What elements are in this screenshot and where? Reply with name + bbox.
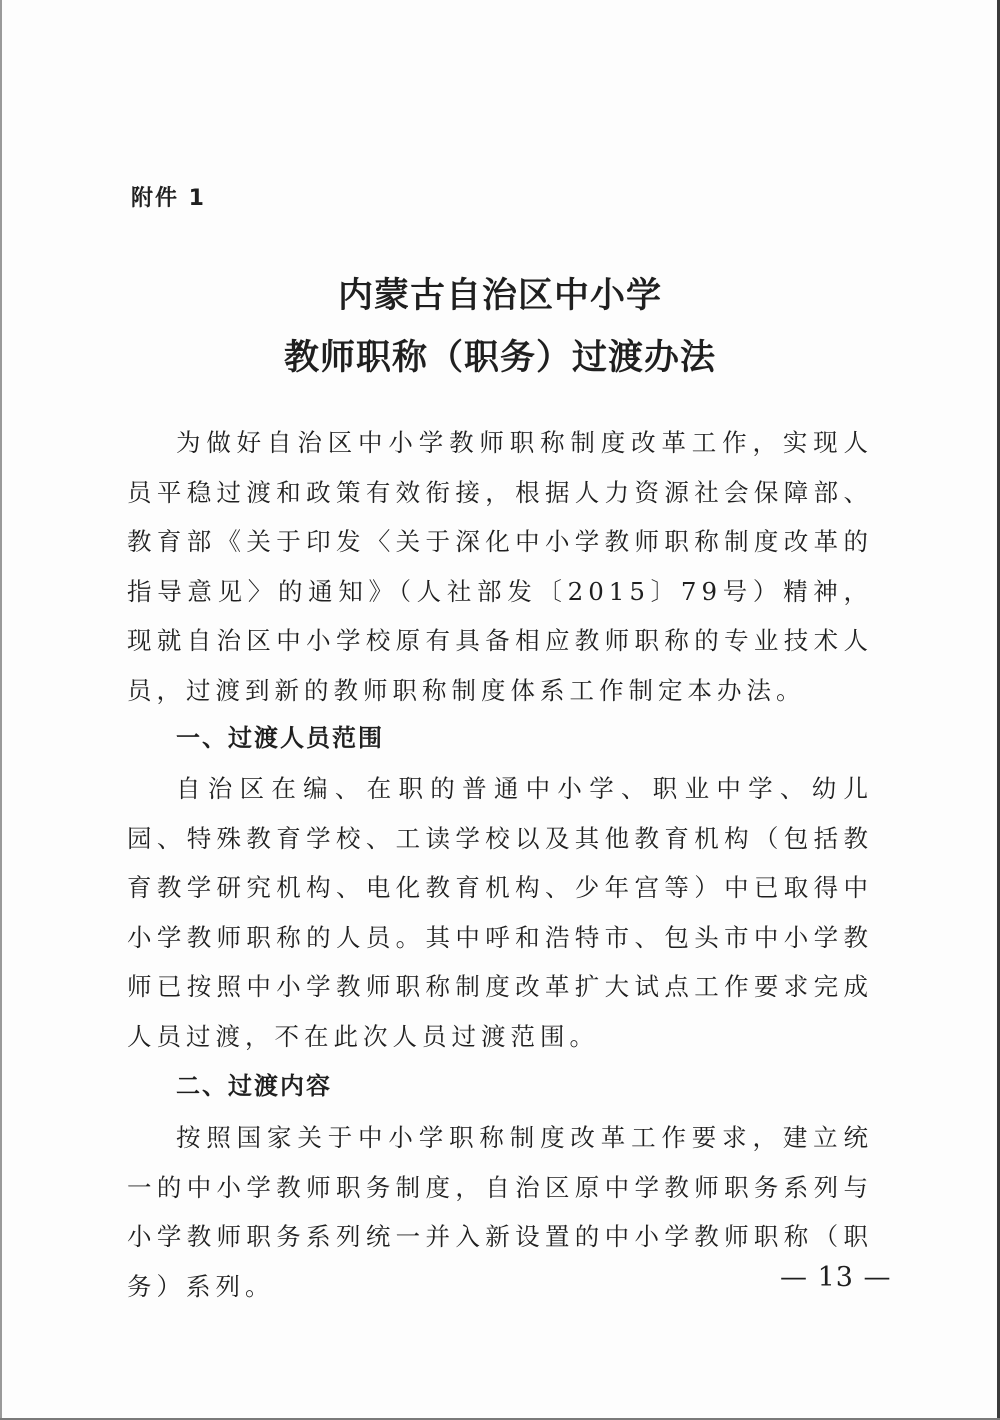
section-2-heading: 二、过渡内容 [176, 1072, 332, 1100]
section-1-heading: 一、过渡人员范围 [176, 724, 384, 752]
section-1-paragraph: 自治区在编、在职的普通中小学、职业中学、幼儿园、特殊教育学校、工读学校以及其他教育机构（包括教育教学研究机构、电化教育机构、少年宫等）中已取得中小学教师职称的人员。其中呼和浩特市、包头市中小学教师已按照中小学教师职称制度改革扩大试点工作要求完成人员过渡，不在此次人员过渡范围。 [127, 774, 873, 1051]
section-2-paragraph-block [127, 1113, 873, 1311]
document-title-line-2: 教师职称（职务）过渡办法 [283, 338, 716, 378]
scan-edge-left [0, 0, 2, 1420]
intro-paragraph-block [127, 418, 873, 715]
document-title-line-1: 内蒙古自治区中小学 [337, 276, 662, 316]
attachment-label: 附件 1 [131, 186, 206, 211]
intro-paragraph: 为做好自治区中小学教师职称制度改革工作，实现人员平稳过渡和政策有效衔接，根据人力资源社会保障部、教育部《关于印发〈关于深化中小学教师职称制度改革的指导意见〉的通知》（人社部发〔2015〕79号）精神，现就自治区中小学校原有具备相应教师职称的专业技术人员，过渡到新的教师职称制度体系工作制定本办法。 [127, 428, 873, 705]
section-1-paragraph-block [127, 764, 873, 1061]
page-number: — 13 — [780, 1262, 892, 1293]
section-2-paragraph: 按照国家关于中小学职称制度改革工作要求，建立统一的中小学教师职务制度，自治区原中学教师职务系列与小学教师职务系列统一并入新设置的中小学教师职称（职务）系列。 [127, 1123, 873, 1301]
